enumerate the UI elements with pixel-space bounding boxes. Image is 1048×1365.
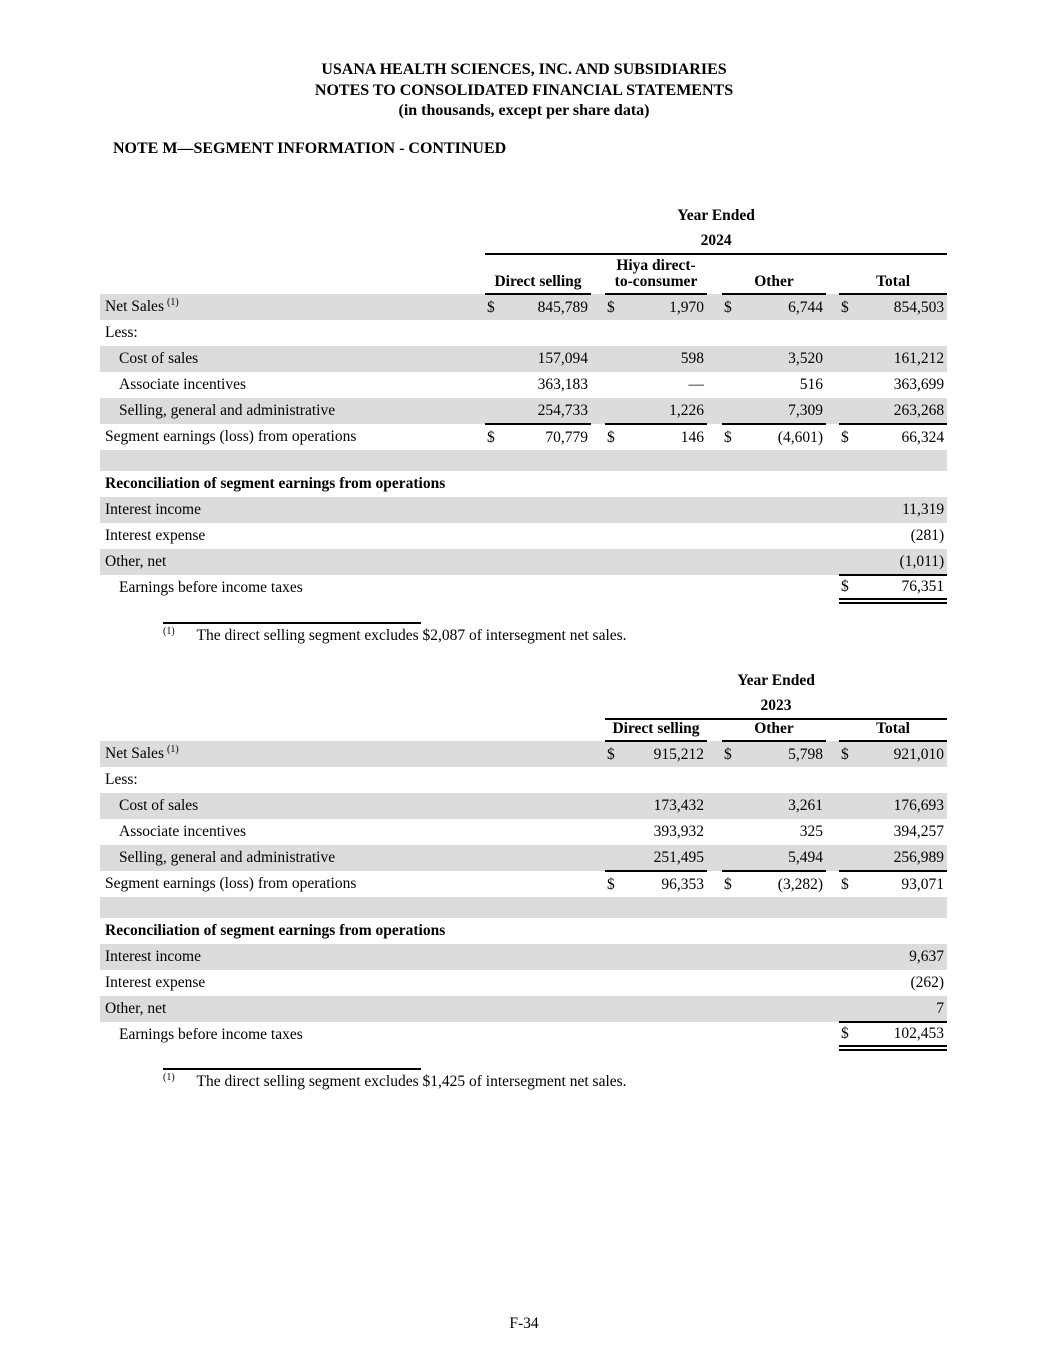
column-gap <box>826 254 839 294</box>
column-header-hiya-line2: to-consumer <box>614 273 698 290</box>
year-label: 2023 <box>605 693 947 719</box>
currency-cell <box>722 845 742 871</box>
row-other-net <box>100 549 947 575</box>
currency-cell <box>605 346 625 372</box>
row-label: Associate incentives <box>119 376 246 394</box>
empty-cell <box>100 204 485 228</box>
empty-cell <box>100 228 485 254</box>
value-cell: 394,257 <box>893 823 945 841</box>
currency-cell: $ <box>841 428 849 446</box>
value-cell: 915,212 <box>625 741 707 767</box>
row-label: Less: <box>105 324 138 342</box>
currency-cell <box>839 372 859 398</box>
empty-cell <box>100 450 947 471</box>
row-label <box>100 294 485 320</box>
currency-cell: $ <box>839 741 859 767</box>
value-cell: 254,733 <box>505 398 591 424</box>
value-cell: 263,268 <box>859 398 947 424</box>
empty-cell <box>100 254 485 294</box>
row-sga <box>100 398 947 424</box>
value-cell: 93,071 <box>901 875 945 893</box>
footnote-ref: (1) <box>166 744 179 756</box>
period-header-row <box>100 204 947 228</box>
units-note: (in thousands, except per share data) <box>398 102 650 119</box>
currency-cell: $ <box>839 1022 859 1048</box>
currency-cell <box>485 346 505 372</box>
value-cell: (3,282) <box>777 875 823 893</box>
row-label: Interest expense <box>105 974 206 992</box>
currency-cell <box>839 845 859 871</box>
value-cell: 854,503 <box>859 294 947 320</box>
column-gap <box>826 346 839 372</box>
row-label: Interest income <box>100 497 839 523</box>
currency-cell <box>605 845 625 871</box>
row-label: Other, net <box>100 996 839 1022</box>
segment-table-2024 <box>100 204 947 604</box>
period-label: Year Ended <box>737 672 815 690</box>
column-gap <box>707 845 722 871</box>
column-header-hiya <box>605 254 707 294</box>
row-label-text: Net Sales <box>105 745 164 763</box>
column-gap <box>826 871 839 897</box>
currency-cell <box>722 819 742 845</box>
value-cell: 96,353 <box>661 875 704 893</box>
column-gap <box>707 346 722 372</box>
currency-cell <box>839 346 859 372</box>
footnote-2023 <box>163 1072 627 1091</box>
segment-table-2023 <box>100 669 947 1051</box>
row-label: Selling, general and administrative <box>100 845 605 871</box>
row-label <box>100 741 605 767</box>
currency-cell <box>605 398 625 424</box>
column-gap <box>826 424 839 450</box>
value-cell: 393,932 <box>653 823 704 841</box>
currency-cell <box>839 398 859 424</box>
column-gap <box>826 845 839 871</box>
value-cell: (262) <box>910 974 945 992</box>
column-gap <box>707 741 722 767</box>
currency-cell <box>605 819 625 845</box>
row-sga <box>100 845 947 871</box>
note-title: NOTE M—SEGMENT INFORMATION - CONTINUED <box>113 140 507 157</box>
column-gap <box>826 819 839 845</box>
column-gap <box>591 294 605 320</box>
column-header-total: Total <box>839 254 947 294</box>
section-header: Reconciliation of segment earnings from operations <box>105 475 446 493</box>
column-gap <box>707 871 722 897</box>
footnote-2024 <box>163 626 627 645</box>
row-net-sales <box>100 741 947 767</box>
value-cell: 176,693 <box>859 793 947 819</box>
footnote-text: The direct selling segment excludes $2,087 of intersegment net sales. <box>196 627 627 645</box>
footnote-marker: (1) <box>163 1072 175 1083</box>
row-less <box>100 320 947 346</box>
column-header-direct-selling: Direct selling <box>605 719 707 741</box>
column-header-row <box>100 719 947 741</box>
column-gap <box>707 372 722 398</box>
period-label: Year Ended <box>677 207 755 225</box>
footnote-text: The direct selling segment excludes $1,425 of intersegment net sales. <box>196 1073 627 1091</box>
empty-cell <box>100 669 605 693</box>
value-cell: 146 <box>680 428 704 446</box>
column-gap <box>826 793 839 819</box>
empty-cell <box>100 897 947 918</box>
row-label-text: Net Sales <box>105 298 164 316</box>
value-cell: 363,699 <box>893 376 945 394</box>
value-cell: 161,212 <box>859 346 947 372</box>
column-gap <box>707 819 722 845</box>
column-gap <box>591 424 605 450</box>
column-gap <box>707 719 722 741</box>
footnote-rule <box>163 622 421 624</box>
row-reconciliation-header <box>100 918 947 944</box>
currency-cell <box>485 372 505 398</box>
row-label: Interest expense <box>105 527 206 545</box>
row-label: Cost of sales <box>100 346 485 372</box>
footnote-rule <box>163 1068 421 1070</box>
value-cell: (4,601) <box>777 428 823 446</box>
value-cell: 5,798 <box>742 741 826 767</box>
value-cell: 102,453 <box>859 1022 947 1048</box>
value-cell: 921,010 <box>859 741 947 767</box>
row-earnings-before-taxes <box>100 575 947 601</box>
currency-cell <box>722 398 742 424</box>
column-gap <box>826 372 839 398</box>
currency-cell: $ <box>839 294 859 320</box>
currency-cell <box>839 996 859 1022</box>
empty-cell <box>100 719 605 741</box>
year-label: 2024 <box>485 228 947 254</box>
column-gap <box>707 398 722 424</box>
row-label: Less: <box>105 771 138 789</box>
column-gap <box>591 398 605 424</box>
column-gap <box>707 793 722 819</box>
value-cell: 5,494 <box>742 845 826 871</box>
year-header-row <box>100 693 947 719</box>
currency-cell <box>605 372 625 398</box>
row-cost-of-sales <box>100 793 947 819</box>
currency-cell <box>839 497 859 523</box>
row-segment-earnings <box>100 424 947 450</box>
company-name: USANA HEALTH SCIENCES, INC. AND SUBSIDIARIES <box>321 61 727 78</box>
row-label: Segment earnings (loss) from operations <box>105 875 357 893</box>
currency-cell <box>485 398 505 424</box>
value-cell: 6,744 <box>742 294 826 320</box>
row-interest-expense <box>100 970 947 996</box>
value-cell: 11,319 <box>859 497 947 523</box>
value-cell: 173,432 <box>625 793 707 819</box>
column-gap <box>707 424 722 450</box>
column-gap <box>591 346 605 372</box>
currency-cell: $ <box>724 875 732 893</box>
currency-cell <box>839 970 859 996</box>
row-associate-incentives <box>100 372 947 398</box>
row-interest-income <box>100 944 947 970</box>
value-cell: 7,309 <box>742 398 826 424</box>
currency-cell: $ <box>724 428 732 446</box>
value-cell: 157,094 <box>505 346 591 372</box>
row-other-net <box>100 996 947 1022</box>
currency-cell: $ <box>605 294 625 320</box>
value-cell: — <box>688 376 704 394</box>
value-cell: 845,789 <box>505 294 591 320</box>
currency-cell <box>839 793 859 819</box>
value-cell: 1,970 <box>625 294 707 320</box>
column-gap <box>591 372 605 398</box>
period-header-row <box>100 669 947 693</box>
row-cost-of-sales <box>100 346 947 372</box>
document-header <box>0 60 1048 122</box>
page-number: F-34 <box>509 1315 539 1332</box>
spacer-row <box>100 450 947 471</box>
row-label: Earnings before income taxes <box>119 1026 303 1044</box>
row-less <box>100 767 947 793</box>
column-gap <box>707 254 722 294</box>
value-cell: 3,520 <box>742 346 826 372</box>
empty-cell <box>100 693 605 719</box>
row-label: Segment earnings (loss) from operations <box>105 428 357 446</box>
column-header-direct-selling: Direct selling <box>485 254 591 294</box>
currency-cell: $ <box>485 294 505 320</box>
row-label: Earnings before income taxes <box>119 579 303 597</box>
statement-title: NOTES TO CONSOLIDATED FINANCIAL STATEMENTS <box>314 81 734 99</box>
currency-cell <box>839 819 859 845</box>
currency-cell: $ <box>722 741 742 767</box>
column-gap <box>826 741 839 767</box>
year-header-row <box>100 228 947 254</box>
row-earnings-before-taxes <box>100 1022 947 1048</box>
currency-cell: $ <box>722 294 742 320</box>
value-cell: 3,261 <box>742 793 826 819</box>
value-cell: 76,351 <box>859 575 947 601</box>
currency-cell <box>839 549 859 575</box>
currency-cell: $ <box>841 875 849 893</box>
footnote-ref: (1) <box>166 297 179 309</box>
column-header-hiya-line1: Hiya direct- <box>616 257 696 274</box>
value-cell: (1,011) <box>859 549 947 575</box>
currency-cell <box>839 523 859 549</box>
spacer-row <box>100 897 947 918</box>
column-header-row <box>100 254 947 294</box>
currency-cell <box>839 944 859 970</box>
value-cell: 70,779 <box>545 428 588 446</box>
footnote-marker: (1) <box>163 626 175 637</box>
currency-cell <box>605 793 625 819</box>
currency-cell: $ <box>839 575 859 601</box>
value-cell: 7 <box>859 996 947 1022</box>
row-interest-expense <box>100 523 947 549</box>
row-interest-income <box>100 497 947 523</box>
currency-cell <box>722 793 742 819</box>
row-segment-earnings <box>100 871 947 897</box>
value-cell: 66,324 <box>901 428 945 446</box>
value-cell: 256,989 <box>859 845 947 871</box>
section-header: Reconciliation of segment earnings from operations <box>105 922 446 940</box>
column-gap <box>826 719 839 741</box>
currency-cell: $ <box>607 428 615 446</box>
value-cell: 598 <box>625 346 707 372</box>
currency-cell: $ <box>607 875 615 893</box>
column-gap <box>826 398 839 424</box>
row-label: Cost of sales <box>100 793 605 819</box>
column-header-total: Total <box>839 719 947 741</box>
value-cell: 9,637 <box>859 944 947 970</box>
row-label: Other, net <box>100 549 839 575</box>
row-associate-incentives <box>100 819 947 845</box>
currency-cell <box>722 346 742 372</box>
row-label: Associate incentives <box>119 823 246 841</box>
currency-cell: $ <box>605 741 625 767</box>
row-label: Interest income <box>100 944 839 970</box>
column-gap <box>591 254 605 294</box>
empty-cell <box>485 320 947 346</box>
value-cell: 251,495 <box>625 845 707 871</box>
column-gap <box>707 294 722 320</box>
row-reconciliation-header <box>100 471 947 497</box>
column-gap <box>826 294 839 320</box>
value-cell: 516 <box>799 376 823 394</box>
value-cell: (281) <box>910 527 945 545</box>
value-cell: 1,226 <box>625 398 707 424</box>
currency-cell <box>722 372 742 398</box>
column-header-other: Other <box>722 719 826 741</box>
empty-cell <box>605 767 947 793</box>
value-cell: 363,183 <box>537 376 588 394</box>
row-net-sales <box>100 294 947 320</box>
value-cell: 325 <box>799 823 823 841</box>
column-header-other: Other <box>722 254 826 294</box>
currency-cell: $ <box>487 428 495 446</box>
row-label: Selling, general and administrative <box>100 398 485 424</box>
